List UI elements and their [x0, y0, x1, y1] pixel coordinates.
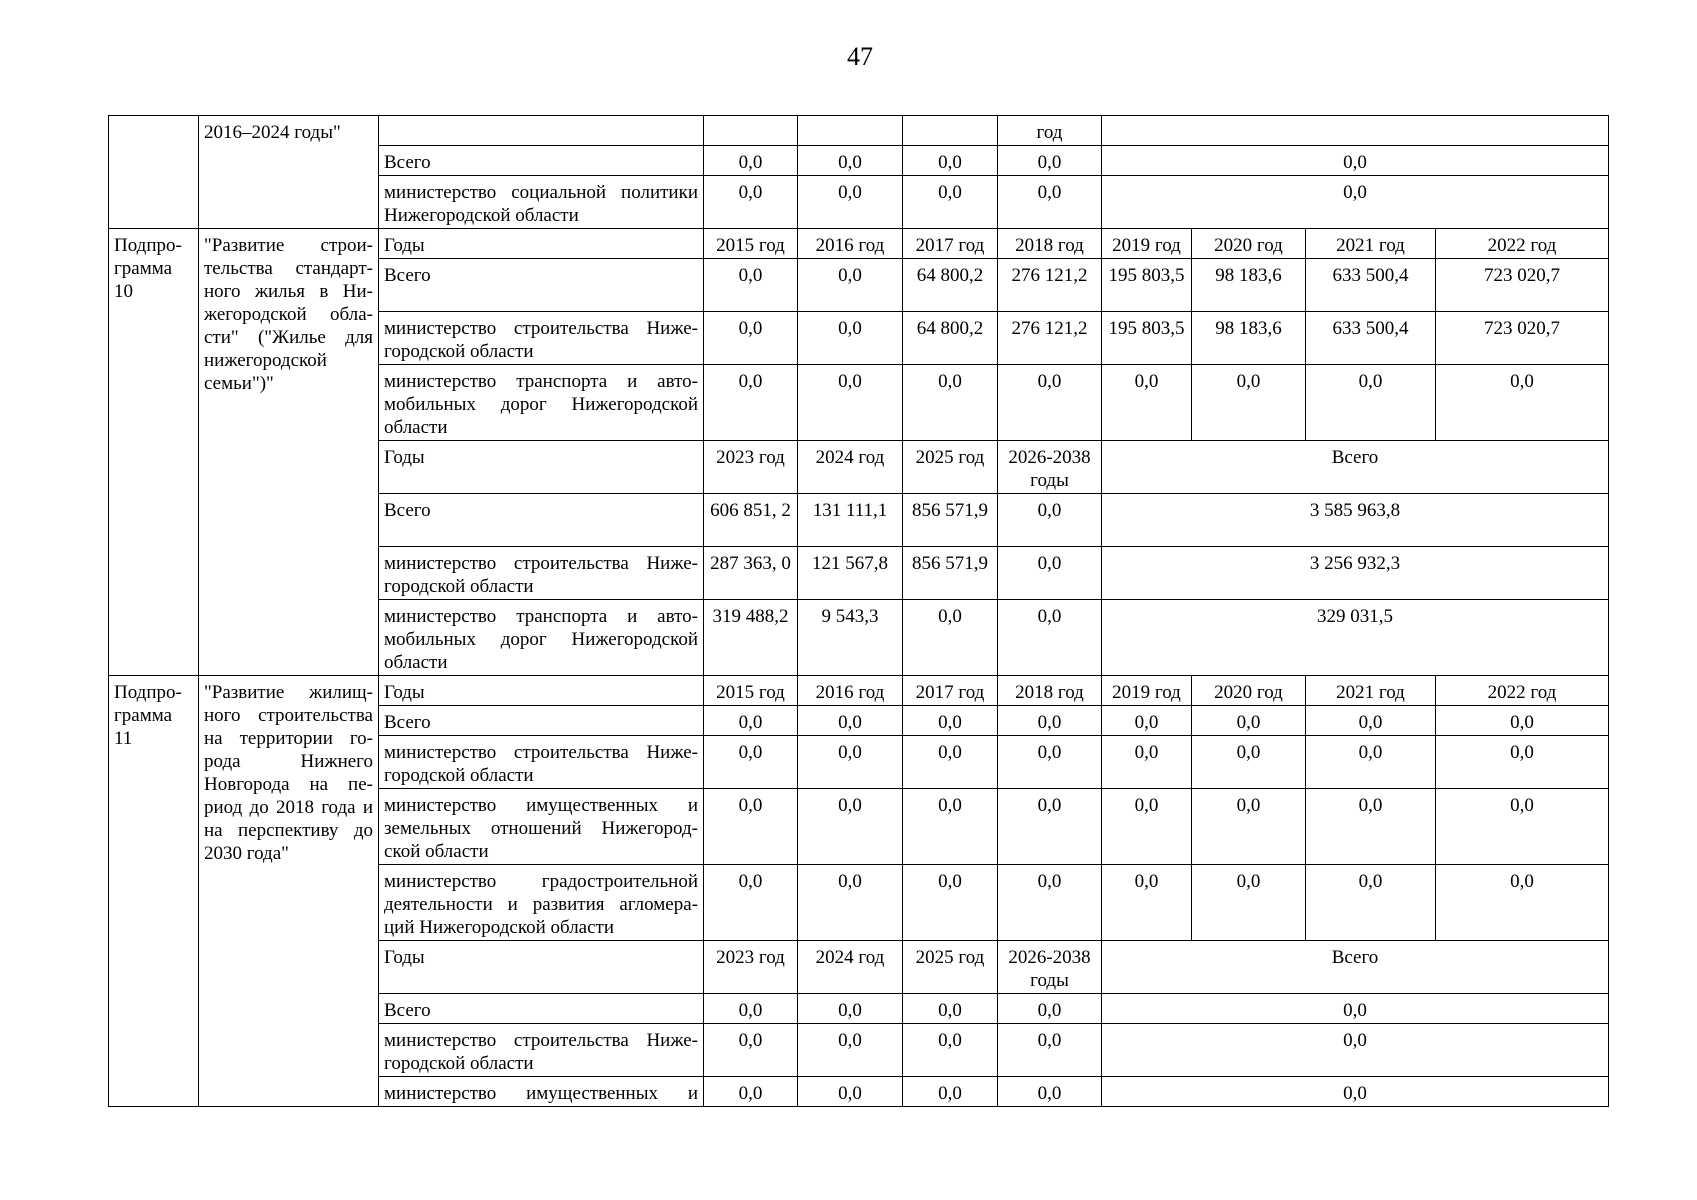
row-label: министерство строительства Ниже-городской области [379, 1024, 704, 1077]
row-label: министерство транспорта и авто-мобильных дорог Нижегородской области [379, 600, 704, 676]
row-label: министерство транспорта и авто-мобильных дорог Нижегородской области [379, 365, 704, 441]
table-row: министерство градостроительной деятельности и развития агломера-ций Нижегородской области 0,0 0,0 0,0 0,0 0,0 0,0 0,0 0,0 [109, 865, 1609, 941]
page-number: 47 [847, 42, 873, 71]
years-label: Годы [379, 441, 704, 494]
total-cell: 0,0 [1102, 994, 1609, 1024]
table-row: министерство имущественных и земельных отношений Нижегород-ской области 0,0 0,0 0,0 0,0 0,0 0,0 0,0 0,0 [109, 789, 1609, 865]
table-row: Всего 0,0 0,0 0,0 0,0 0,0 [109, 994, 1609, 1024]
program-name-cell: 2016–2024 годы" [199, 116, 379, 229]
row-label: министерство социальной политики Нижегородской области [379, 176, 704, 229]
total-header: Всего [1102, 441, 1609, 494]
subprogram-code: Подпро-грамма 10 [109, 229, 199, 676]
row-label: Всего [379, 494, 704, 547]
row-label: Всего [379, 146, 704, 176]
subprogram-name: "Развитие жилищ-ного строительства на территории го-рода Нижнего Новгорода на пе-риод до 2018 года и на перспективу до 2030 года" [199, 676, 379, 1107]
total-cell: 0,0 [1102, 146, 1609, 176]
row-label: Всего [379, 706, 704, 736]
table-row: министерство транспорта и авто-мобильных дорог Нижегородской области 319 488,2 9 543,3 0,0 0,0 329 031,5 [109, 600, 1609, 676]
table-row: министерство транспорта и авто-мобильных дорог Нижегородской области 0,0 0,0 0,0 0,0 0,0 0,0 0,0 0,0 [109, 365, 1609, 441]
row-label: министерство градостроительной деятельности и развития агломера-ций Нижегородской области [379, 865, 704, 941]
table-row: министерство имущественных и 0,0 0,0 0,0 0,0 0,0 [109, 1077, 1609, 1107]
financing-table [108, 115, 1609, 1107]
subprogram-code: Подпро-грамма 11 [109, 676, 199, 1107]
total-cell: 0,0 [1102, 1077, 1609, 1107]
table-row: министерство строительства Ниже-городской области 0,0 0,0 0,0 0,0 0,0 0,0 0,0 0,0 [109, 736, 1609, 789]
row-label: министерство имущественных и [379, 1077, 704, 1107]
years-label: Годы [379, 941, 704, 994]
total-header: Всего [1102, 941, 1609, 994]
code-cell-empty [109, 116, 199, 229]
total-cell: 0,0 [1102, 1024, 1609, 1077]
table-row: министерство социальной политики Нижегородской области 0,0 0,0 0,0 0,0 0,0 [109, 176, 1609, 229]
row-label: Всего [379, 994, 704, 1024]
table-row [109, 116, 1609, 146]
table-row: Всего 0,0 0,0 64 800,2 276 121,2 195 803,5 98 183,6 633 500,4 723 020,7 [109, 259, 1609, 312]
table-row: Всего 606 851, 2 131 111,1 856 571,9 0,0 3 585 963,8 [109, 494, 1609, 547]
row-label: министерство строительства Ниже-городской области [379, 312, 704, 365]
table-row: Годы 2023 год 2024 год 2025 год 2026-2038 годы Всего [109, 441, 1609, 494]
table-row: министерство строительства Ниже-городской области 0,0 0,0 64 800,2 276 121,2 195 803,5 98 183,6 633 500,4 723 020,7 [109, 312, 1609, 365]
row-label: министерство строительства Ниже-городской области [379, 736, 704, 789]
table-row: Годы 2023 год 2024 год 2025 год 2026-2038 годы Всего [109, 941, 1609, 994]
subprogram-name: "Развитие строи-тельства стандарт-ного жилья в Ни-жегородской обла-сти" ("Жилье для нижегородской семьи")" [199, 229, 379, 676]
table-row: министерство строительства Ниже-городской области 0,0 0,0 0,0 0,0 0,0 [109, 1024, 1609, 1077]
table-row: Всего 0,0 0,0 0,0 0,0 0,0 [109, 146, 1609, 176]
table-row: министерство строительства Ниже-городской области 287 363, 0 121 567,8 856 571,9 0,0 3 256 932,3 [109, 547, 1609, 600]
row-label: министерство имущественных и земельных отношений Нижегород-ской области [379, 789, 704, 865]
row-label: министерство строительства Ниже-городской области [379, 547, 704, 600]
years-label: Годы [379, 229, 704, 259]
years-label: Годы [379, 676, 704, 706]
year-header: год [998, 116, 1102, 146]
total-cell: 3 585 963,8 [1102, 494, 1609, 547]
table-row: Всего 0,0 0,0 0,0 0,0 0,0 0,0 0,0 0,0 [109, 706, 1609, 736]
row-label: Всего [379, 259, 704, 312]
table-row: Подпро-грамма 11 "Развитие жилищ-ного строительства на территории го-рода Нижнего Новгорода на пе-риод до 2018 года и на перспективу до 2030 года" Годы 2015 год 2016 год 2017 год 2018 год 2019 год 2020 год 2021 год 2022 год [109, 676, 1609, 706]
total-cell: 329 031,5 [1102, 600, 1609, 676]
total-cell: 3 256 932,3 [1102, 547, 1609, 600]
table-row: Подпро-грамма 10 "Развитие строи-тельства стандарт-ного жилья в Ни-жегородской обла-сти" ("Жилье для нижегородской семьи")" Годы 2015 год 2016 год 2017 год 2018 год 2019 год 2020 год 2021 год 2022 год [109, 229, 1609, 259]
total-cell: 0,0 [1102, 176, 1609, 229]
